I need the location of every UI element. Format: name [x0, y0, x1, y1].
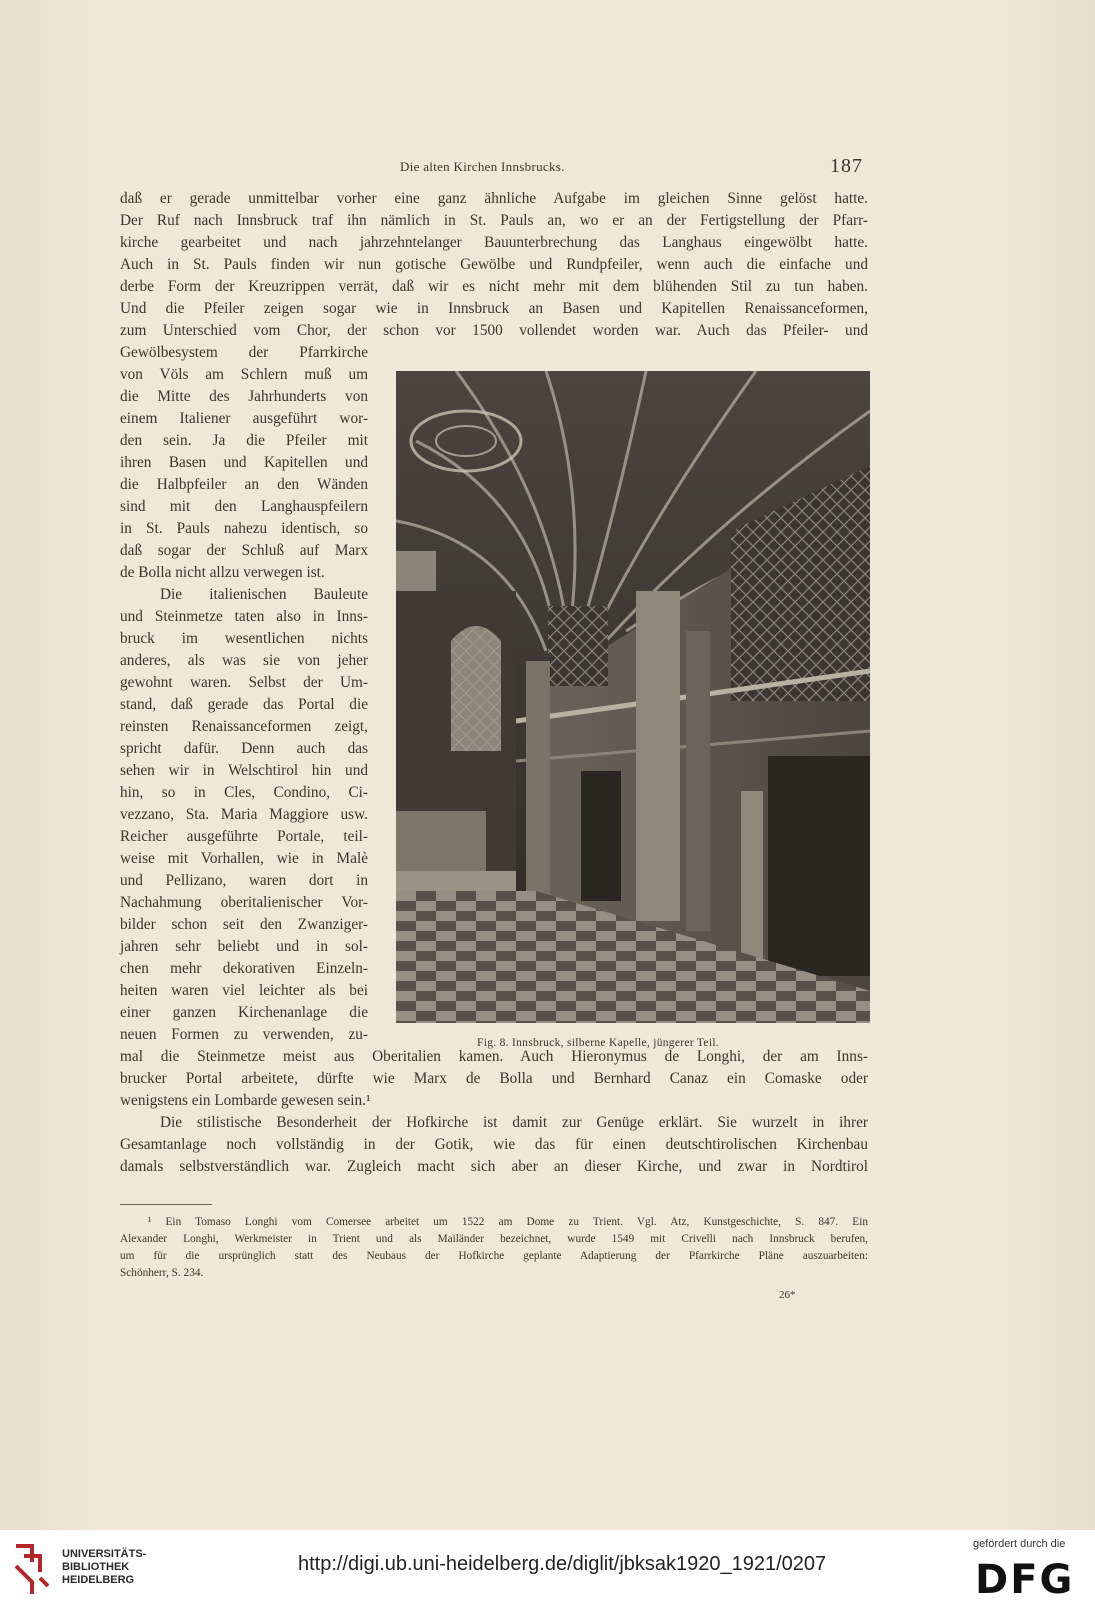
- column-line: und Pellizano, waren dort in: [120, 872, 368, 889]
- body-line: zum Unterschied vom Chor, der schon vor 1500 vollendet worden war. Auch das Pfeiler- und: [120, 322, 868, 339]
- column-line: bruck im wesentlichen nichts: [120, 630, 368, 647]
- page-number: 187: [830, 155, 863, 177]
- body-line: derbe Form der Kreuzrippen verrät, daß wir es nicht mehr mit dem blühenden Stil zu tun haben.: [120, 278, 868, 295]
- column-line: einer ganzen Kirchenanlage die: [120, 1004, 368, 1021]
- figure-caption: Fig. 8. Innsbruck, silberne Kapelle, jüngerer Teil.: [477, 1037, 719, 1049]
- figure-chapel-photo: [396, 371, 870, 1023]
- column-line: hin, so in Cles, Condino, Ci-: [120, 784, 368, 801]
- library-name-line: BIBLIOTHEK: [62, 1561, 130, 1573]
- column-line: Reicher ausgeführte Portale, teil-: [120, 828, 368, 845]
- column-line: Die italienischen Bauleute: [160, 586, 368, 603]
- column-line: anderes, als was sie von jeher: [120, 652, 368, 669]
- column-line: stand, daß gerade das Portal die: [120, 696, 368, 713]
- body-line: Der Ruf nach Innsbruck traf ihn nämlich in St. Pauls an, wo er an der Fertigstellung der Pfarr-: [120, 212, 868, 229]
- column-line: ihren Basen und Kapitellen und: [120, 454, 368, 471]
- running-head: [120, 155, 980, 179]
- funded-by-label: gefördert durch die: [973, 1538, 1066, 1550]
- column-line: von Völs am Schlern muß um: [120, 366, 368, 383]
- column-line: einem Italiener ausgeführt wor-: [120, 410, 368, 427]
- column-line: heiten waren viel leichter als bei: [120, 982, 368, 999]
- column-line: de Bolla nicht allzu verwegen ist.: [120, 564, 325, 581]
- column-line: in St. Pauls nahezu identisch, so: [120, 520, 368, 537]
- column-line: den sein. Ja die Pfeiler mit: [120, 432, 368, 449]
- library-name-line: HEIDELBERG: [62, 1574, 135, 1586]
- column-line: die Halbpfeiler an den Wänden: [120, 476, 368, 493]
- dfg-logo: DFG: [975, 1557, 1075, 1603]
- column-line: bilder schon seit den Zwanziger-: [120, 916, 368, 933]
- column-line: chen mehr dekorativen Einzeln-: [120, 960, 368, 977]
- column-line: und Steinmetze taten also in Inns-: [120, 608, 368, 625]
- column-line: die Mitte des Jahrhunderts von: [120, 388, 368, 405]
- body-line: damals selbstverständlich war. Zugleich macht sich aber an dieser Kirche, und zwar in Nordtirol: [120, 1158, 868, 1175]
- body-line: daß er gerade unmittelbar vorher eine ganz ähnliche Aufgabe im gleichen Sinne gelöst hatte.: [120, 190, 868, 207]
- signature-mark: 26*: [779, 1289, 796, 1301]
- column-line: daß sogar der Schluß auf Marx: [120, 542, 368, 559]
- university-library-logo-icon: [10, 1538, 54, 1598]
- footer-bar: [0, 1530, 1095, 1608]
- body-line: Die stilistische Besonderheit der Hofkirche ist damit zur Genüge erklärt. Sie wurzelt in ihrer: [160, 1114, 868, 1131]
- column-line: gewohnt waren. Selbst der Um-: [120, 674, 368, 691]
- body-line: Gesamtanlage noch vollständig in der Gotik, wie das für einen deutschtirolischen Kirchenbau: [120, 1136, 868, 1153]
- body-line: Auch in St. Pauls finden wir nun gotische Gewölbe und Rundpfeiler, wenn auch die einfache und: [120, 256, 868, 273]
- footnote-line: Schönherr, S. 234.: [120, 1267, 204, 1279]
- footnote-line: ¹ Ein Tomaso Longhi vom Comersee arbeitet um 1522 am Dome zu Trient. Vgl. Atz, Kunstgeschichte, S. 847. Ein: [148, 1216, 868, 1228]
- column-line: jahren sehr beliebt und in sol-: [120, 938, 368, 955]
- body-line: Und die Pfeiler zeigen sogar wie in Innsbruck an Basen und Kapitellen Renaissanceformen,: [120, 300, 868, 317]
- footnote-line: Alexander Longhi, Werkmeister in Trient und als Mailänder bezeichnet, wurde 1549 mit Crivelli nach Innsbruck berufen,: [120, 1233, 868, 1245]
- column-line: neuen Formen zu verwenden, zu-: [120, 1026, 368, 1043]
- column-line: Nachahmung oberitalienischer Vor-: [120, 894, 368, 911]
- column-line: weise mit Vorhallen, wie in Malè: [120, 850, 368, 867]
- running-title: Die alten Kirchen Innsbrucks.: [400, 159, 565, 174]
- footnote-line: um für die ursprünglich statt des Neubaus der Hofkirche geplante Adaptierung der Pfarrkirche Pläne auszuarbeiten:: [120, 1250, 868, 1262]
- body-line: brucker Portal arbeitete, dürfte wie Marx de Bolla und Bernhard Canaz ein Comaske oder: [120, 1070, 868, 1087]
- university-library-name: [62, 1548, 146, 1587]
- column-line: reinsten Renaissanceformen zeigt,: [120, 718, 368, 735]
- body-line: wenigstens ein Lombarde gewesen sein.¹: [120, 1092, 371, 1109]
- column-line: vezzano, Sta. Maria Maggiore usw.: [120, 806, 368, 823]
- library-name-line: UNIVERSITÄTS-: [62, 1548, 147, 1560]
- column-line: Gewölbesystem der Pfarrkirche: [120, 344, 368, 361]
- footnote-rule: [120, 1204, 212, 1205]
- body-line: mal die Steinmetze meist aus Oberitalien kamen. Auch Hieronymus de Longhi, der am Inns-: [120, 1048, 868, 1065]
- column-line: sehen wir in Welschtirol hin und: [120, 762, 368, 779]
- column-line: spricht dafür. Denn auch das: [120, 740, 368, 757]
- column-line: sind mit den Langhauspfeilern: [120, 498, 368, 515]
- body-line: kirche gearbeitet und nach jahrzehntelanger Bauunterbrechung das Langhaus eingewölbt hatte.: [120, 234, 868, 251]
- permalink-url[interactable]: http://digi.ub.uni-heidelberg.de/diglit/jbksak1920_1921/0207: [298, 1553, 827, 1575]
